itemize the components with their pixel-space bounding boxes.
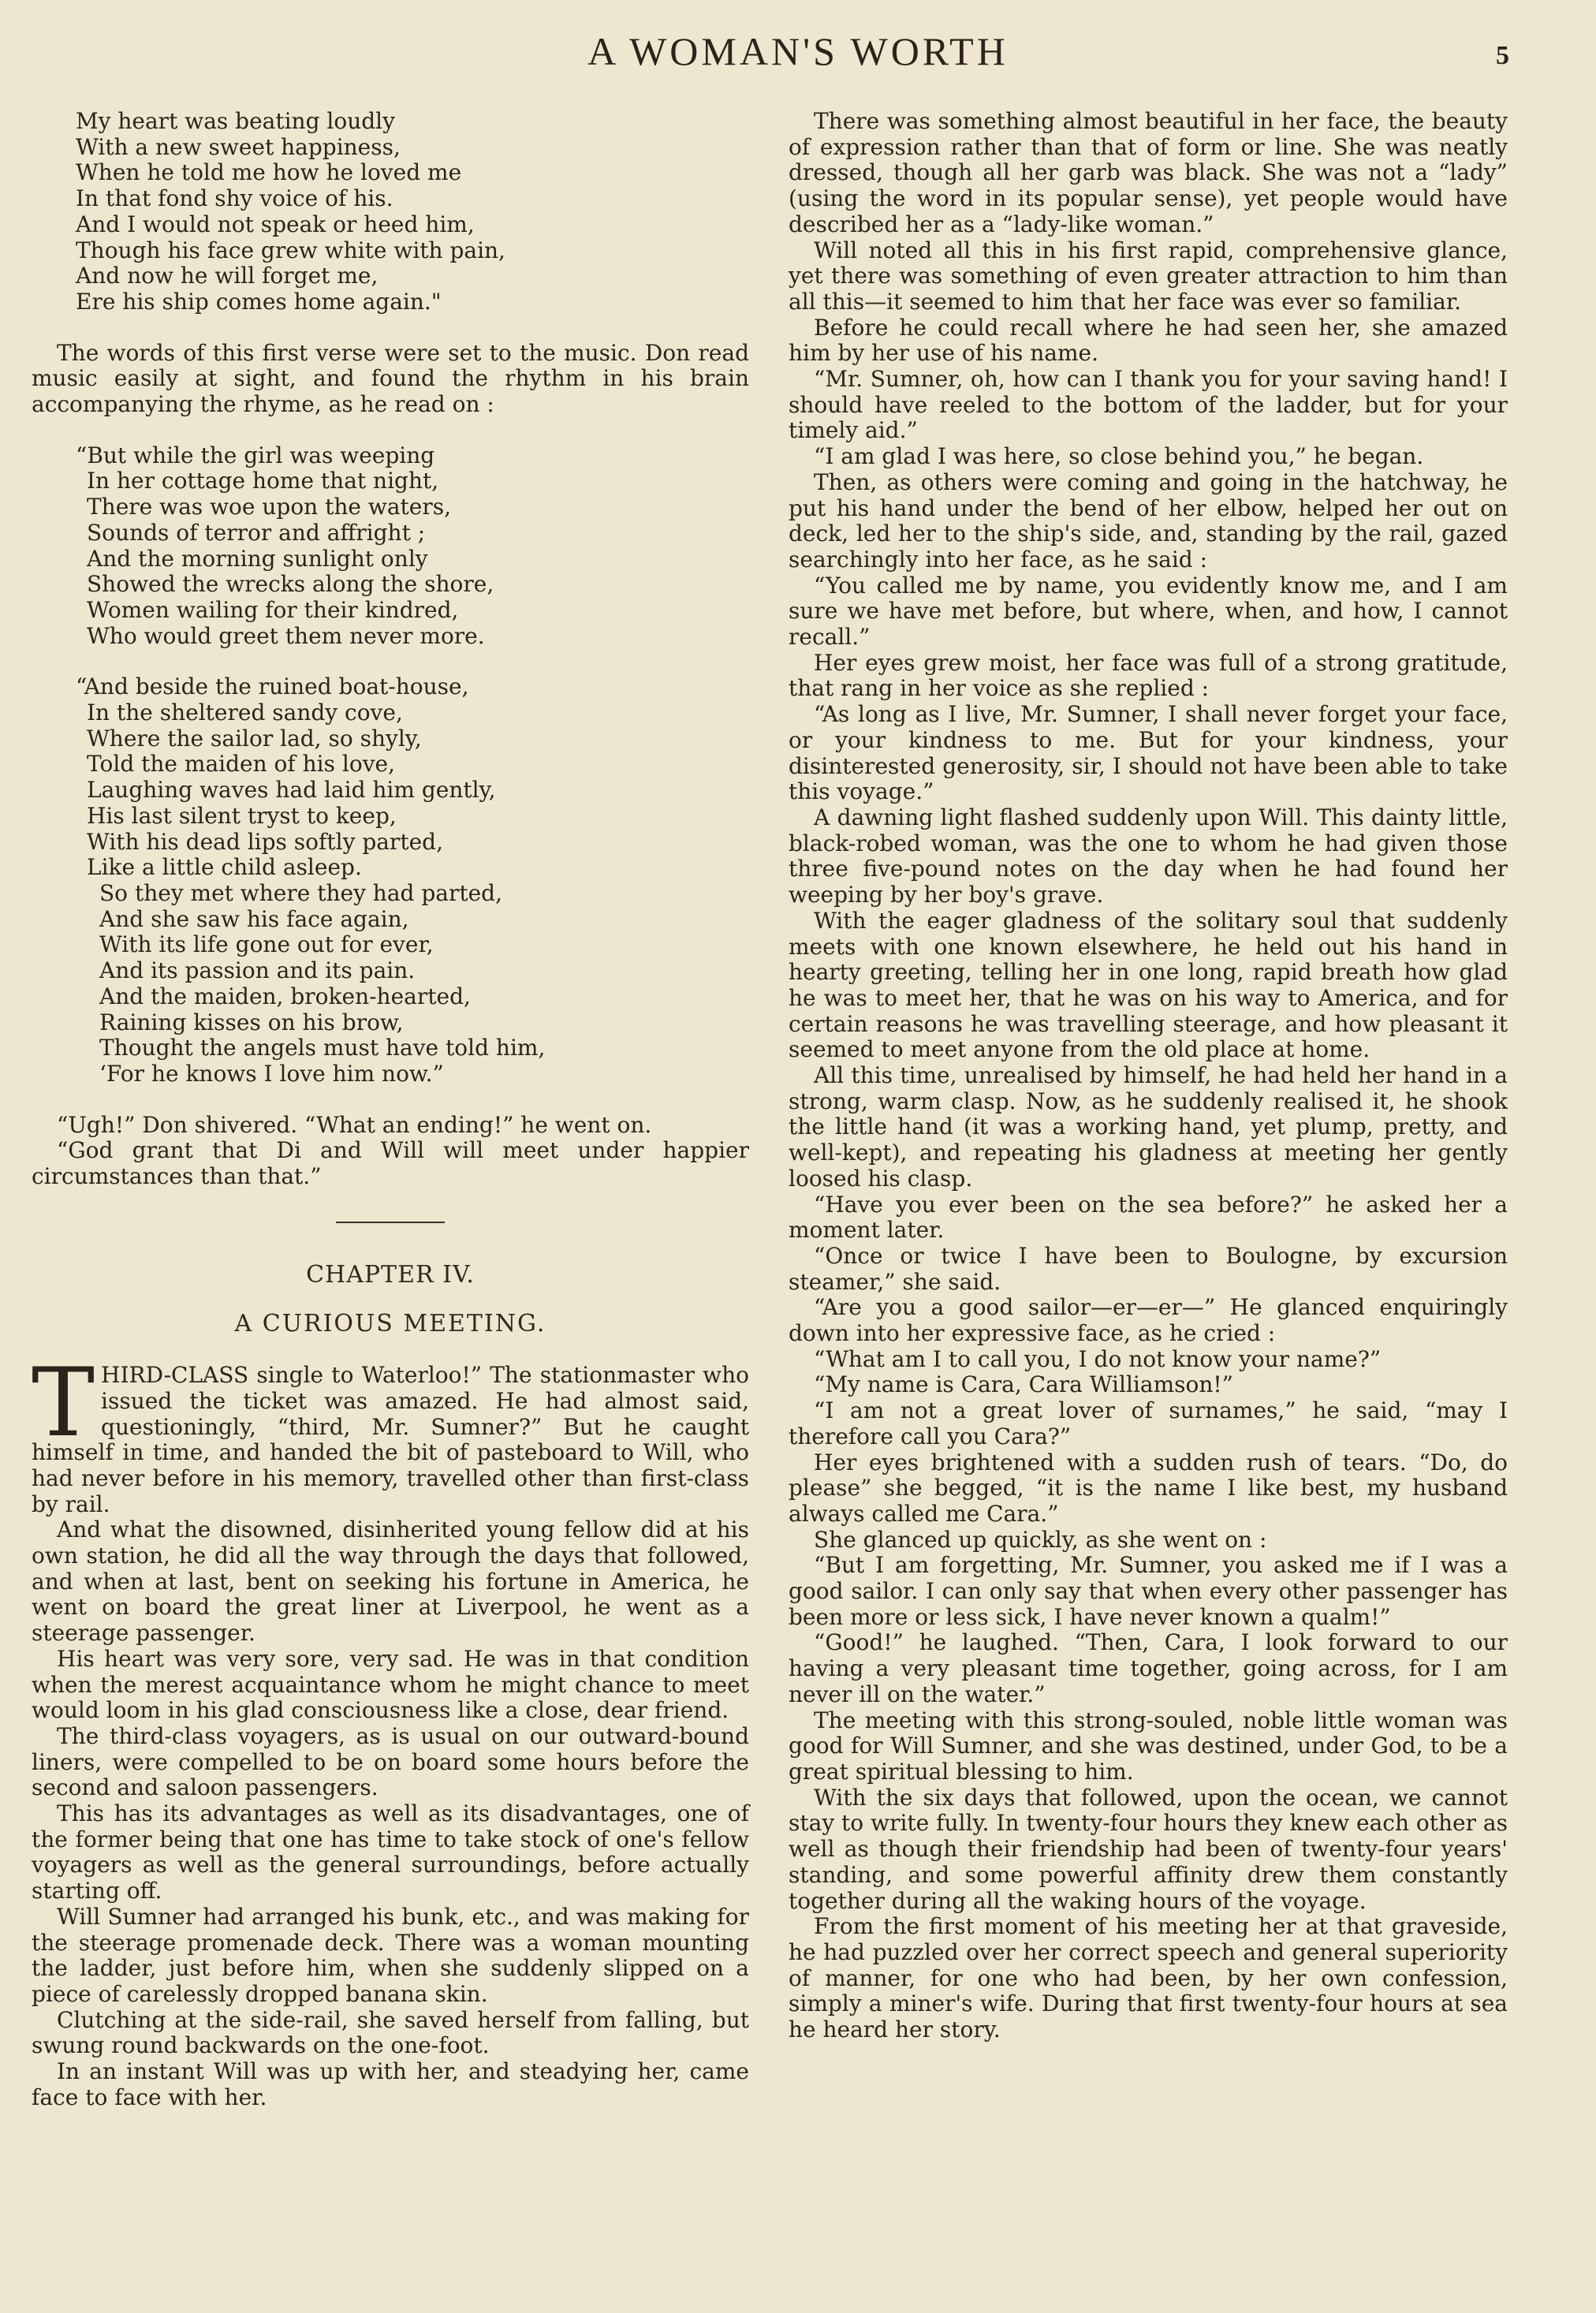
- verse-line: And the morning sunlight only: [87, 545, 428, 572]
- paragraph: The meeting with this strong-souled, noble little woman was good for Will Sumner, and she was destined, under God, to be a great spiritual blessing to him.: [789, 1707, 1508, 1785]
- verse-line: “And beside the ruined boat-house,: [76, 673, 469, 700]
- running-title: A WOMAN'S WORTH: [587, 29, 1009, 73]
- verse-line: In that fond shy voice of his.: [76, 185, 393, 212]
- verse-line: And its passion and its pain.: [99, 957, 416, 984]
- paragraph: And what the disowned, disinherited young fellow did at his own station, he did all the way through the days that followed, and when at last, bent on seeking his fortune in America, he went on board the great liner at Liverpool, he went as a steerage passenger.: [32, 1517, 749, 1647]
- verse-line: So they met where they had parted,: [99, 879, 502, 906]
- verse-line: When he told me how he loved me: [76, 159, 462, 186]
- right-column: [789, 109, 1508, 2043]
- paragraph: Clutching at the side-rail, she saved herself from falling, but swung round backwards on the one-foot.: [32, 2006, 749, 2059]
- paragraph: “God grant that Di and Will will meet under happier circumstances than that.”: [32, 1137, 749, 1190]
- verse-line: My heart was beating loudly: [76, 108, 395, 134]
- verse-line: Laughing waves had laid him gently,: [87, 777, 496, 804]
- opening-paragraph-text: HIRD-CLASS single to Waterloo!” The stationmaster who issued the ticket was amazed. He had almost said, questioningly, “third, Mr. Sumner?” But he caught himself in time, and handed the bit of pasteboard to Will, who had never before in his memory, travelled other than first-class by rail.: [32, 1362, 749, 1517]
- verse-line: With his dead lips softly parted,: [87, 828, 443, 855]
- paragraph: Her eyes grew moist, her face was full of a strong gratitude, that rang in her voice as she replied :: [789, 649, 1508, 702]
- paragraph: His heart was very sore, very sad. He was in that condition when the merest acquaintance whom he might chance to meet would loom in his glad consciousness like a close, dear friend.: [32, 1645, 749, 1724]
- paragraph: With the six days that followed, upon the ocean, we cannot stay to write fully. In twenty-four hours they knew each other as well as though their friendship had been of twenty-four years' standing, and some powerful affinity drew them constantly together during all the waking hours of the voyage.: [789, 1784, 1508, 1914]
- opening-paragraph: [32, 1349, 749, 1517]
- paragraph: “I am glad I was here, so close behind you,” he began.: [814, 443, 1424, 470]
- paragraph: All this time, unrealised by himself, he had held her hand in a strong, warm clasp. Now, as he suddenly realised it, he shook the little hand (it was a working hand, yet plump, pretty, and well-kept), and repeating his gladness at meeting her gently loosed his clasp.: [789, 1062, 1508, 1192]
- paragraph: “You called me by name, you evidently know me, and I am sure we have met before, but where, when, and how, I cannot recall.”: [789, 572, 1508, 651]
- verse-line: Who would greet them never more.: [87, 622, 485, 649]
- paragraph: Will Sumner had arranged his bunk, etc., and was making for the steerage promenade deck. There was a woman mounting the ladder, just before him, when she suddenly slipped on a piece of carelessly dropped banana skin.: [32, 1903, 749, 2007]
- verse-line: Ere his ship comes home again.": [76, 288, 442, 315]
- paragraph: “Good!” he laughed. “Then, Cara, I look forward to our having a very pleasant time together, going across, for I am never ill on the water.”: [789, 1629, 1508, 1707]
- paragraph: “Ugh!” Don shivered. “What an ending!” he went on.: [57, 1111, 652, 1138]
- paragraph: This has its advantages as well as its disadvantages, one of the former being that one has time to take stock of one's fellow voyagers as well as the general surroundings, before actually starting off.: [32, 1800, 749, 1904]
- paragraph: “Mr. Sumner, oh, how can I thank you for your saving hand! I should have reeled to the bottom of the ladder, but for your timely aid.”: [789, 366, 1508, 444]
- verse-line: With a new sweet happiness,: [76, 133, 401, 160]
- poem-verse-1: [76, 109, 749, 315]
- paragraph: From the first moment of his meeting her at that graveside, he had puzzled over her correct speech and general superiority of manner, for one who had been, by her own confession, simply a miner's wife. During that first twenty-four hours at sea he heard her story.: [789, 1913, 1508, 2043]
- paragraph: A dawning light flashed suddenly upon Will. This dainty little, black-robed woman, was the one to whom he had given those three five-pound notes on the day when he had found her weeping by her boy's grave.: [789, 804, 1508, 908]
- paragraph: “Once or twice I have been to Boulogne, by excursion steamer,” she said.: [789, 1242, 1508, 1295]
- page-number: 5: [1496, 41, 1509, 70]
- poem-verse-2: [76, 443, 749, 650]
- paragraph: “Have you ever been on the sea before?” he asked her a moment later.: [789, 1191, 1508, 1244]
- paragraph: With the eager gladness of the solitary soul that suddenly meets with one known elsewhere, he held out his hand in hearty greeting, telling her in one long, rapid breath how glad he was to meet her, that he was on his way to America, and for certain reasons he was travelling steerage, and how pleasant it seemed to meet anyone from the old place at home.: [789, 907, 1508, 1063]
- paragraph: “I am not a great lover of surnames,” he said, “may I therefore call you Cara?”: [789, 1397, 1508, 1449]
- paragraph: “What am I to call you, I do not know your name?”: [814, 1345, 1382, 1372]
- paragraph: Her eyes brightened with a sudden rush of tears. “Do, do please” she begged, “it is the name I like best, my husband always called me Cara.”: [789, 1449, 1508, 1527]
- verse-line: Raining kisses on his brow,: [99, 1009, 404, 1035]
- verse-line: With its life gone out for ever,: [99, 931, 434, 958]
- paragraph: “My name is Cara, Cara Williamson!”: [814, 1371, 1233, 1398]
- verse-line: And the maiden, broken-hearted,: [99, 983, 471, 1009]
- verse-line: Though his face grew white with pain,: [76, 237, 505, 263]
- chapter-subtitle: A CURIOUS MEETING.: [234, 1310, 546, 1338]
- paragraph: “As long as I live, Mr. Sumner, I shall never forget your face, or your kindness to me. But for your kindness, your disinterested generosity, sir, I should not have been able to take this voyage.”: [789, 701, 1508, 805]
- paragraph: Will noted all this in his first rapid, comprehensive glance, yet there was something of even greater attraction to him than all this—it seemed to him that her face was ever so familiar.: [789, 237, 1508, 315]
- verse-line: Women wailing for their kindred,: [87, 596, 459, 623]
- left-column: [32, 109, 749, 2111]
- verse-line: His last silent tryst to keep,: [87, 802, 397, 829]
- poem-verse-3: [76, 674, 749, 1087]
- paragraph: Then, as others were coming and going in the hatchway, he put his hand under the bend of her elbow, helped her out on deck, led her to the ship's side, and, standing by the rail, gazed searchingly into her face, as he said :: [789, 468, 1508, 573]
- paragraph: The third-class voyagers, as is usual on our outward-bound liners, were compelled to be on board some hours before the second and saloon passengers.: [32, 1722, 749, 1801]
- paragraph: The words of this first verse were set to the music. Don read music easily at sight, and found the rhythm in his brain accompanying the rhyme, as he read on :: [32, 339, 749, 418]
- verse-line: Thought the angels must have told him,: [99, 1035, 546, 1061]
- paragraph: She glanced up quickly, as she went on :: [814, 1526, 1267, 1553]
- verse-line: Like a little child asleep.: [87, 854, 362, 881]
- verse-line: ‘For he knows I love him now.”: [99, 1060, 444, 1087]
- verse-line: And she saw his face again,: [99, 905, 409, 932]
- drop-cap: T: [32, 1349, 95, 1459]
- verse-line: Sounds of terror and affright ;: [87, 519, 426, 546]
- verse-line: And now he will forget me,: [76, 263, 378, 289]
- chapter-title: CHAPTER IV.: [306, 1260, 475, 1289]
- verse-line: In her cottage home that night,: [87, 468, 439, 494]
- paragraph: “Are you a good sailor—er—er—” He glanced enquiringly down into her expressive face, as he cried :: [789, 1294, 1508, 1347]
- verse-line: Told the maiden of his love,: [87, 751, 396, 778]
- verse-line: And I would not speak or heed him,: [76, 211, 475, 237]
- verse-line: “But while the girl was weeping: [76, 442, 435, 468]
- verse-line: Where the sailor lad, so shyly,: [87, 725, 422, 752]
- section-divider: [336, 1222, 445, 1223]
- verse-line: There was woe upon the waters,: [87, 494, 451, 520]
- paragraph: Before he could recall where he had seen her, she amazed him by her use of his name.: [789, 314, 1508, 367]
- paragraph: In an instant Will was up with her, and steadying her, came face to face with her.: [32, 2058, 749, 2110]
- verse-line: Showed the wrecks along the shore,: [87, 571, 494, 598]
- paragraph: “But I am forgetting, Mr. Sumner, you asked me if I was a good sailor. I can only say that when every other passenger has been more or less sick, I have never known a qualm!”: [789, 1552, 1508, 1630]
- verse-line: In the sheltered sandy cove,: [87, 699, 403, 726]
- paragraph: There was something almost beautiful in her face, the beauty of expression rather than that of form or line. She was neatly dressed, though all her garb was black. She was not a “lady” (using the word in its popular sense), yet people would have described her as a “lady-like woman.”: [789, 108, 1508, 237]
